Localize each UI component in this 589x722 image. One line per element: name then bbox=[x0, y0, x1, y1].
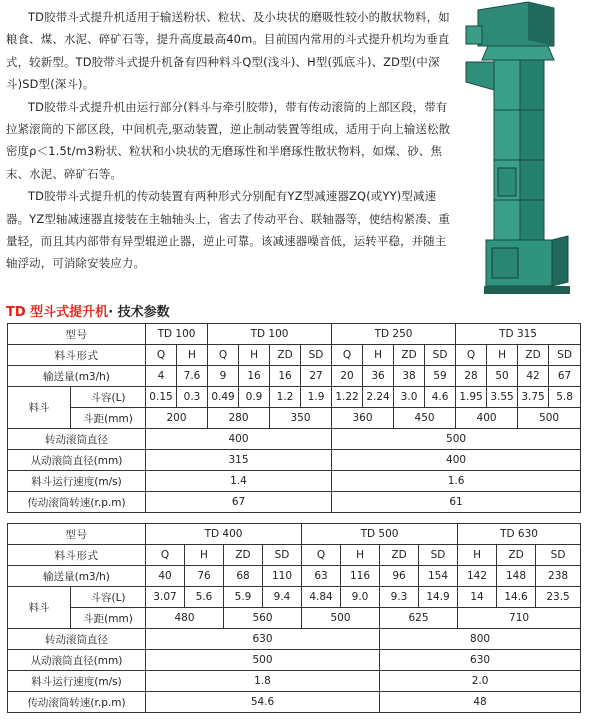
intro-text bbox=[6, 6, 451, 275]
volume-cell: 2.24 bbox=[363, 387, 394, 408]
capacity-cell: 7.6 bbox=[177, 366, 208, 387]
type-cell: ZD bbox=[380, 545, 419, 566]
table-row-drive-drum bbox=[8, 429, 581, 450]
type-cell: SD bbox=[263, 545, 302, 566]
rpm-label: 传动滚筒转速(r.p.m) bbox=[8, 692, 146, 713]
bucket-type-label: 料斗形式 bbox=[8, 345, 146, 366]
volume-cell: 1.95 bbox=[456, 387, 487, 408]
capacity-label: 输送量(m3/h) bbox=[8, 566, 146, 587]
table-row-rpm bbox=[8, 692, 581, 713]
volume-cell: 1.2 bbox=[270, 387, 301, 408]
type-cell: H bbox=[363, 345, 394, 366]
volume-cell: 3.75 bbox=[518, 387, 549, 408]
capacity-cell: 16 bbox=[239, 366, 270, 387]
model-cell: TD 400 bbox=[146, 524, 302, 545]
pitch-cell: 280 bbox=[208, 408, 270, 429]
table-row-driven-drum bbox=[8, 650, 581, 671]
volume-label: 斗容(L) bbox=[71, 587, 146, 608]
type-cell: H bbox=[341, 545, 380, 566]
capacity-cell: 50 bbox=[487, 366, 518, 387]
model-cell: TD 100 bbox=[208, 324, 332, 345]
volume-cell: 9.4 bbox=[263, 587, 302, 608]
capacity-label: 输送量(m3/h) bbox=[8, 366, 146, 387]
type-cell: Q bbox=[208, 345, 239, 366]
capacity-cell: 38 bbox=[394, 366, 425, 387]
capacity-cell: 28 bbox=[456, 366, 487, 387]
capacity-cell: 96 bbox=[380, 566, 419, 587]
volume-cell: 1.22 bbox=[332, 387, 363, 408]
table-row-model bbox=[8, 324, 581, 345]
capacity-cell: 63 bbox=[302, 566, 341, 587]
volume-cell: 0.3 bbox=[177, 387, 208, 408]
volume-label: 斗容(L) bbox=[71, 387, 146, 408]
spec-table-2 bbox=[7, 523, 581, 713]
intro-paragraph-1: TD胶带斗式提升机适用于输送粉状、粒状、及小块状的磨吸性较小的散状物料，如粮食、煤、水泥、碎矿石等，提升高度最高40m。目前国内常用的斗式提升机均为垂直式，较新型。TD胶带斗式提升机备有四种料斗Q型(浅斗)、H型(弧底斗)、ZD型(中深斗)SD型(深斗)。 bbox=[6, 10, 450, 92]
volume-cell: 4.84 bbox=[302, 587, 341, 608]
model-label: 型号 bbox=[8, 324, 146, 345]
capacity-cell: 40 bbox=[146, 566, 185, 587]
pitch-cell: 480 bbox=[146, 608, 224, 629]
table-row-model bbox=[8, 524, 581, 545]
volume-cell: 14.9 bbox=[419, 587, 458, 608]
capacity-cell: 16 bbox=[270, 366, 301, 387]
spec-table-1 bbox=[7, 323, 581, 513]
volume-cell: 0.15 bbox=[146, 387, 177, 408]
model-cell: TD 250 bbox=[332, 324, 456, 345]
speed-cell: 2.0 bbox=[380, 671, 581, 692]
volume-cell: 9.0 bbox=[341, 587, 380, 608]
pitch-label: 斗距(mm) bbox=[71, 608, 146, 629]
table-row-bucket-type bbox=[8, 345, 581, 366]
bucket-elevator-illustration bbox=[458, 0, 582, 300]
drive-drum-cell: 500 bbox=[332, 429, 581, 450]
type-cell: Q bbox=[302, 545, 341, 566]
speed-cell: 1.8 bbox=[146, 671, 380, 692]
pitch-cell: 710 bbox=[458, 608, 581, 629]
type-cell: H bbox=[487, 345, 518, 366]
pitch-label: 斗距(mm) bbox=[71, 408, 146, 429]
capacity-cell: 68 bbox=[224, 566, 263, 587]
capacity-cell: 110 bbox=[263, 566, 302, 587]
table-row-pitch bbox=[8, 408, 581, 429]
drive-drum-label: 转动滚筒直径 bbox=[8, 629, 146, 650]
capacity-cell: 36 bbox=[363, 366, 394, 387]
volume-cell: 0.49 bbox=[208, 387, 239, 408]
volume-cell: 14.6 bbox=[497, 587, 536, 608]
section-title-sub: · 技术参数 bbox=[108, 305, 170, 320]
volume-cell: 4.6 bbox=[425, 387, 456, 408]
volume-cell: 23.5 bbox=[536, 587, 581, 608]
type-cell: H bbox=[177, 345, 208, 366]
driven-drum-label: 从动滚筒直径(mm) bbox=[8, 450, 146, 471]
capacity-cell: 67 bbox=[549, 366, 581, 387]
type-cell: SD bbox=[549, 345, 581, 366]
table-row-rpm bbox=[8, 492, 581, 513]
driven-drum-cell: 315 bbox=[146, 450, 332, 471]
volume-cell: 3.0 bbox=[394, 387, 425, 408]
model-cell: TD 315 bbox=[456, 324, 581, 345]
drive-drum-label: 转动滚筒直径 bbox=[8, 429, 146, 450]
table-row-drive-drum bbox=[8, 629, 581, 650]
type-cell: SD bbox=[419, 545, 458, 566]
volume-cell: 0.9 bbox=[239, 387, 270, 408]
table-row-pitch bbox=[8, 608, 581, 629]
volume-cell: 5.9 bbox=[224, 587, 263, 608]
table-row-driven-drum bbox=[8, 450, 581, 471]
table-row-speed bbox=[8, 671, 581, 692]
type-cell: SD bbox=[425, 345, 456, 366]
type-cell: H bbox=[185, 545, 224, 566]
spec-section-title bbox=[6, 301, 170, 320]
bucket-label: 料斗 bbox=[8, 387, 71, 429]
capacity-cell: 116 bbox=[341, 566, 380, 587]
pitch-cell: 350 bbox=[270, 408, 332, 429]
capacity-cell: 142 bbox=[458, 566, 497, 587]
rpm-cell: 54.6 bbox=[146, 692, 380, 713]
speed-label: 料斗运行速度(m/s) bbox=[8, 471, 146, 492]
capacity-cell: 4 bbox=[146, 366, 177, 387]
capacity-cell: 9 bbox=[208, 366, 239, 387]
speed-cell: 1.4 bbox=[146, 471, 332, 492]
table-row-speed bbox=[8, 471, 581, 492]
drive-drum-cell: 630 bbox=[146, 629, 380, 650]
rpm-cell: 61 bbox=[332, 492, 581, 513]
capacity-cell: 148 bbox=[497, 566, 536, 587]
rpm-cell: 48 bbox=[380, 692, 581, 713]
capacity-cell: 59 bbox=[425, 366, 456, 387]
bucket-type-label: 料斗形式 bbox=[8, 545, 146, 566]
volume-cell: 1.9 bbox=[301, 387, 332, 408]
capacity-cell: 27 bbox=[301, 366, 332, 387]
type-cell: Q bbox=[332, 345, 363, 366]
speed-cell: 1.6 bbox=[332, 471, 581, 492]
pitch-cell: 400 bbox=[456, 408, 518, 429]
type-cell: Q bbox=[456, 345, 487, 366]
type-cell: H bbox=[239, 345, 270, 366]
drive-drum-cell: 400 bbox=[146, 429, 332, 450]
driven-drum-cell: 400 bbox=[332, 450, 581, 471]
table-row-capacity bbox=[8, 566, 581, 587]
table-row-bucket-type bbox=[8, 545, 581, 566]
pitch-cell: 450 bbox=[394, 408, 456, 429]
volume-cell: 9.3 bbox=[380, 587, 419, 608]
type-cell: Q bbox=[146, 545, 185, 566]
model-label: 型号 bbox=[8, 524, 146, 545]
capacity-cell: 42 bbox=[518, 366, 549, 387]
volume-cell: 3.07 bbox=[146, 587, 185, 608]
volume-cell: 5.6 bbox=[185, 587, 224, 608]
type-cell: Q bbox=[146, 345, 177, 366]
model-cell: TD 630 bbox=[458, 524, 581, 545]
driven-drum-cell: 500 bbox=[146, 650, 380, 671]
table-row-volume bbox=[8, 387, 581, 408]
section-title-main: TD 型斗式提升机 bbox=[6, 305, 109, 320]
capacity-cell: 154 bbox=[419, 566, 458, 587]
driven-drum-label: 从动滚筒直径(mm) bbox=[8, 650, 146, 671]
capacity-cell: 238 bbox=[536, 566, 581, 587]
drive-drum-cell: 800 bbox=[380, 629, 581, 650]
model-cell: TD 100 bbox=[146, 324, 208, 345]
type-cell: SD bbox=[536, 545, 581, 566]
type-cell: ZD bbox=[224, 545, 263, 566]
pitch-cell: 625 bbox=[380, 608, 458, 629]
capacity-cell: 20 bbox=[332, 366, 363, 387]
pitch-cell: 200 bbox=[146, 408, 208, 429]
table-row-volume bbox=[8, 587, 581, 608]
volume-cell: 14 bbox=[458, 587, 497, 608]
bucket-label: 料斗 bbox=[8, 587, 71, 629]
volume-cell: 5.8 bbox=[549, 387, 581, 408]
pitch-cell: 360 bbox=[332, 408, 394, 429]
pitch-cell: 560 bbox=[224, 608, 302, 629]
type-cell: ZD bbox=[497, 545, 536, 566]
pitch-cell: 500 bbox=[302, 608, 380, 629]
capacity-cell: 76 bbox=[185, 566, 224, 587]
type-cell: ZD bbox=[270, 345, 301, 366]
intro-paragraph-3: TD胶带斗式提升机的传动装置有两种形式分别配有YZ型减速器ZQ(或YY)型减速器。YZ型轴减速器直接装在主轴轴头上，省去了传动平台、联轴器等，使结构紧凑、重量轻，而且其内部带有异型辊逆止器，逆止可靠。该减速器噪音低，运转平稳，并随主轴浮动，可消除安装应力。 bbox=[6, 189, 451, 271]
model-cell: TD 500 bbox=[302, 524, 458, 545]
type-cell: H bbox=[458, 545, 497, 566]
type-cell: ZD bbox=[394, 345, 425, 366]
speed-label: 料斗运行速度(m/s) bbox=[8, 671, 146, 692]
rpm-cell: 67 bbox=[146, 492, 332, 513]
table-row-capacity bbox=[8, 366, 581, 387]
intro-paragraph-2: TD胶带斗式提升机由运行部分(料斗与牵引胶带)，带有传动滚筒的上部区段，带有拉紧滚筒的下部区段，中间机壳,驱动装置，逆止制动装置等组成，适用于向上输送松散密度ρ＜1.5t/m3粉状、粒状和小块状的无磨琢性和半磨琢性散状物料，如煤、砂、焦末、水泥、碎矿石等。 bbox=[6, 99, 451, 181]
volume-cell: 3.55 bbox=[487, 387, 518, 408]
type-cell: ZD bbox=[518, 345, 549, 366]
type-cell: SD bbox=[301, 345, 332, 366]
pitch-cell: 500 bbox=[518, 408, 581, 429]
rpm-label: 传动滚筒转速(r.p.m) bbox=[8, 492, 146, 513]
driven-drum-cell: 630 bbox=[380, 650, 581, 671]
